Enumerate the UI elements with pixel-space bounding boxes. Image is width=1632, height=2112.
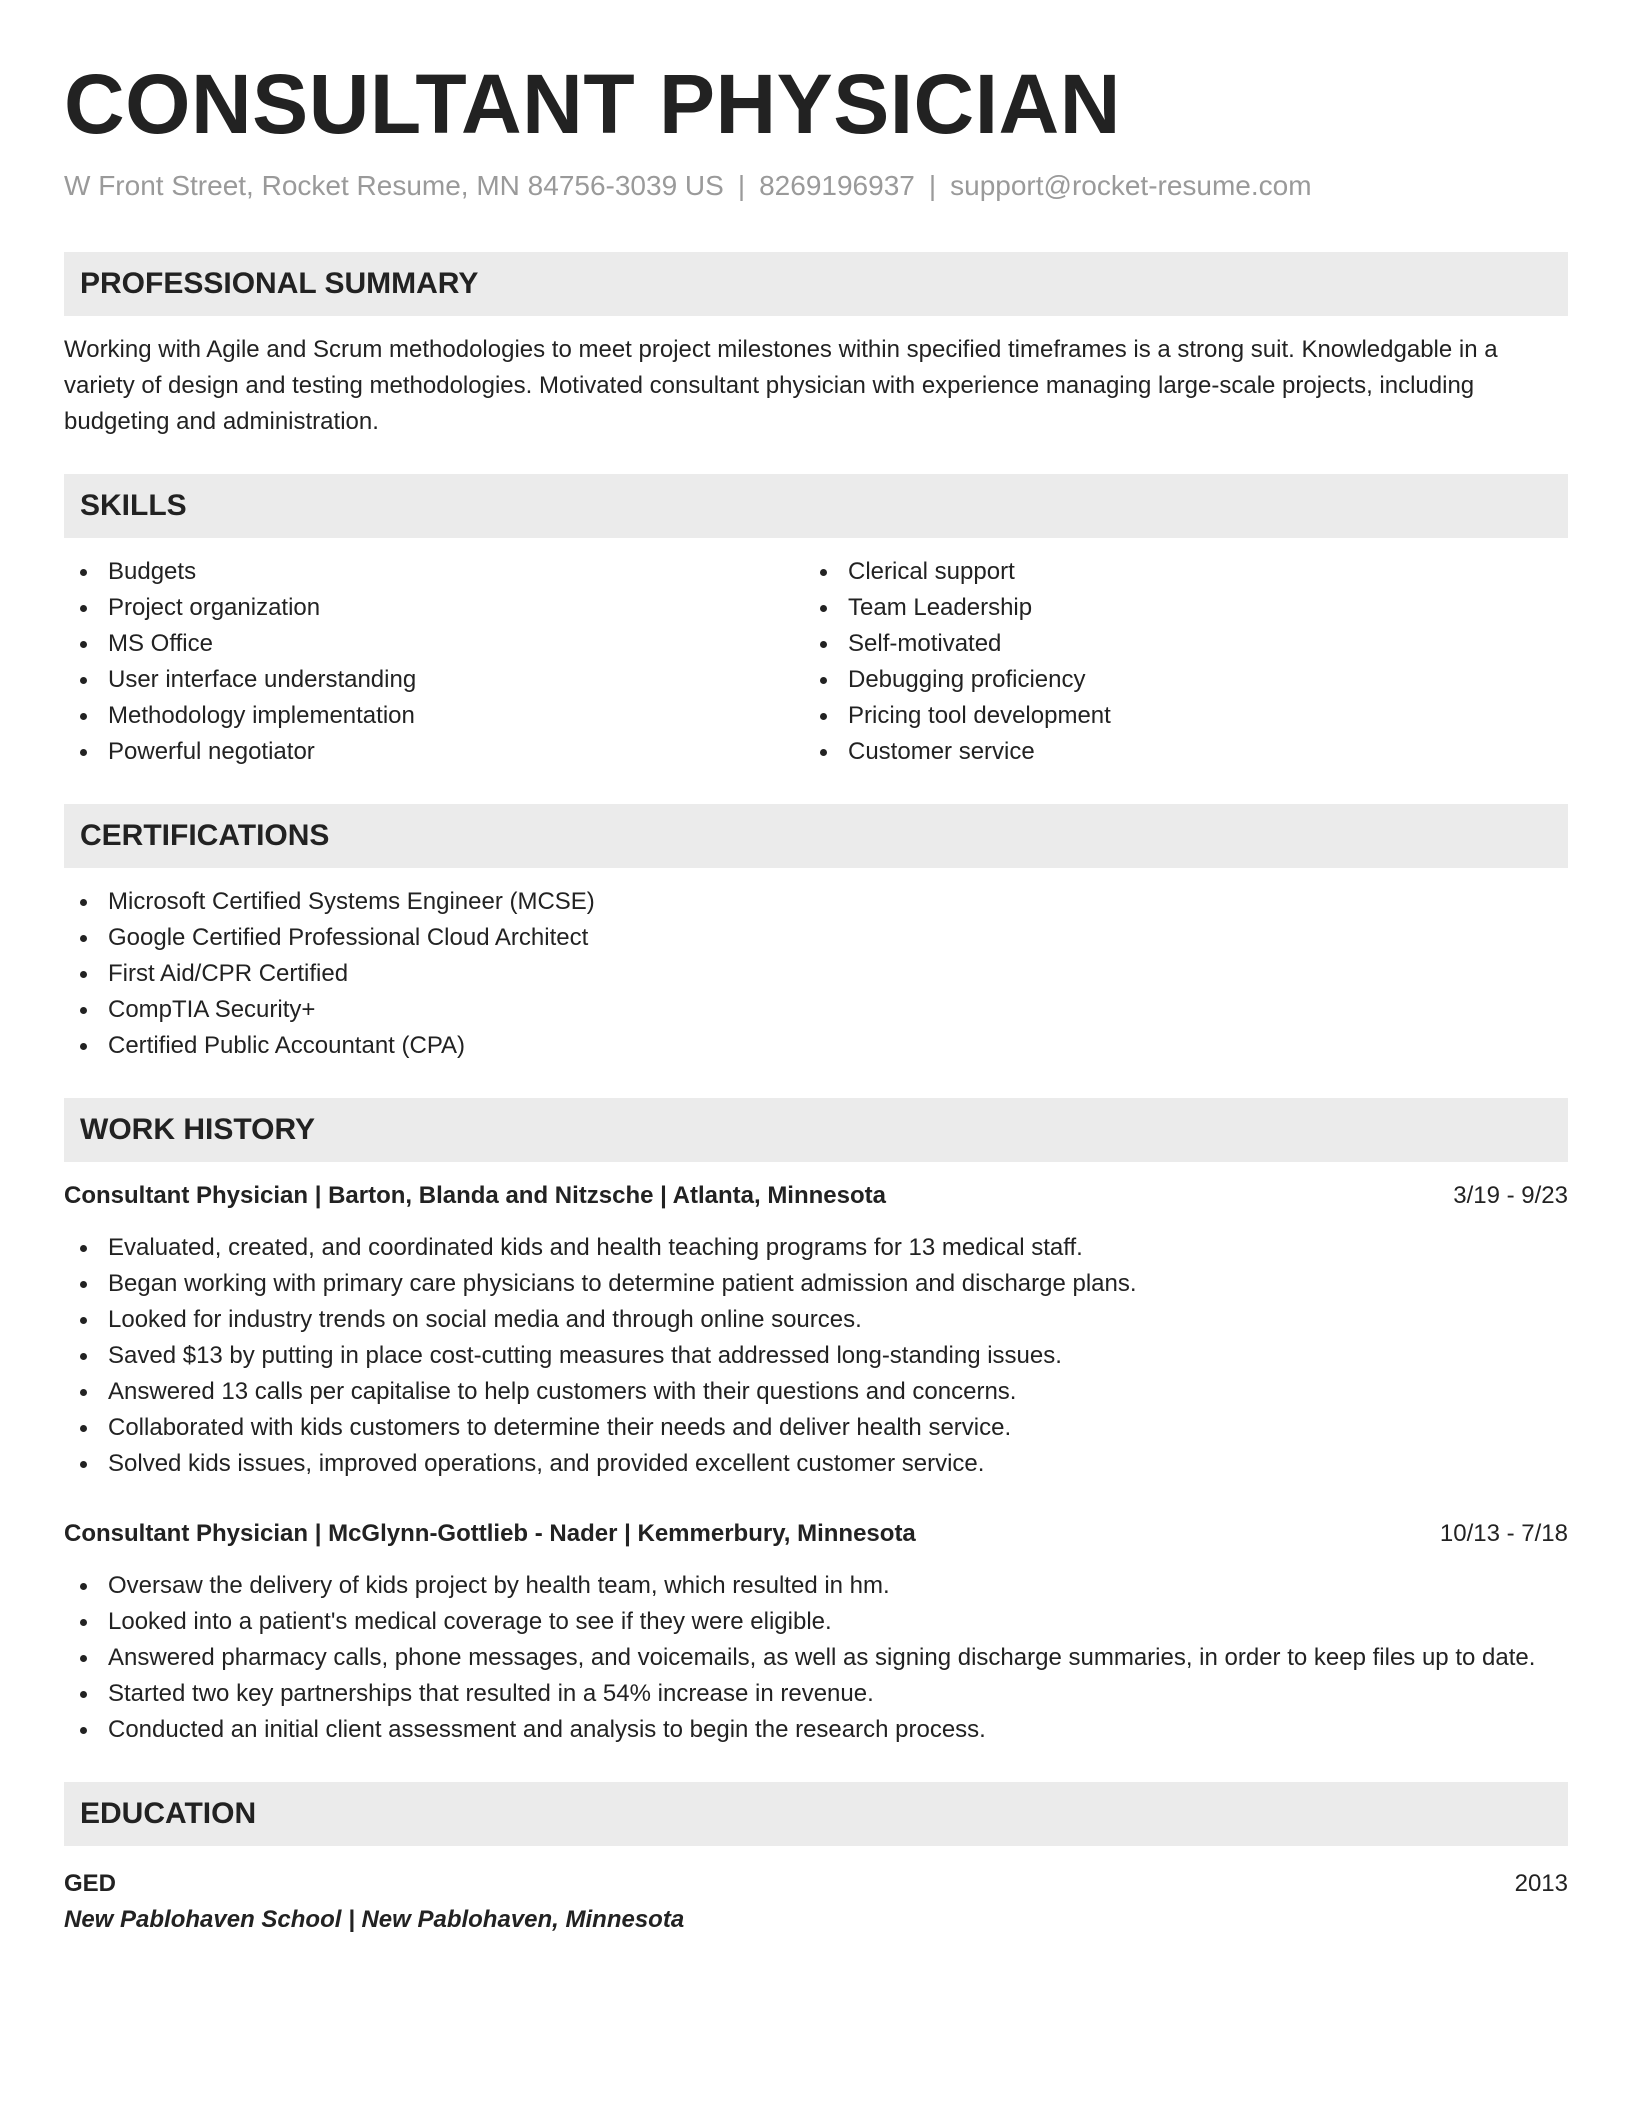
contact-phone: 8269196937	[759, 170, 915, 201]
certifications-heading: CERTIFICATIONS	[64, 804, 1568, 868]
skills-heading: SKILLS	[64, 474, 1568, 538]
skill-item: Project organization	[64, 590, 804, 626]
skill-item: Pricing tool development	[804, 698, 1544, 734]
education-degree: GED	[64, 1870, 117, 1897]
skill-item: Clerical support	[804, 554, 1544, 590]
job-bullet: Started two key partnerships that resulted in a 54% increase in revenue.	[64, 1676, 1568, 1712]
work-section	[64, 1098, 1568, 1748]
skill-item: Debugging proficiency	[804, 662, 1544, 698]
job-title: Consultant Physician | McGlynn-Gottlieb - Nader | Kemmerbury, Minnesota	[64, 1520, 916, 1547]
job-bullet: Looked into a patient's medical coverage to see if they were eligible.	[64, 1604, 1568, 1640]
certification-item: Google Certified Professional Cloud Architect	[64, 920, 1568, 956]
certification-item: Certified Public Accountant (CPA)	[64, 1028, 1568, 1064]
contact-separator: |	[737, 170, 746, 201]
skills-column-right	[804, 554, 1544, 770]
skill-item: Team Leadership	[804, 590, 1544, 626]
job-dates: 3/19 - 9/23	[1453, 1182, 1568, 1209]
job-bullet: Oversaw the delivery of kids project by health team, which resulted in hm.	[64, 1568, 1568, 1604]
job-title: Consultant Physician | Barton, Blanda and Nitzsche | Atlanta, Minnesota	[64, 1182, 886, 1209]
work-heading: WORK HISTORY	[64, 1098, 1568, 1162]
job-bullet: Conducted an initial client assessment and analysis to begin the research process.	[64, 1712, 1568, 1748]
job-header	[64, 1516, 1568, 1552]
job-dates: 10/13 - 7/18	[1439, 1520, 1568, 1547]
job-bullet: Answered pharmacy calls, phone messages, and voicemails, as well as signing discharge summaries, in order to keep files up to date.	[64, 1640, 1568, 1676]
summary-text: Working with Agile and Scrum methodologies to meet project milestones within specified timeframes is a strong suit. Knowledgable in a variety of design and testing methodologies. Motivated consultant physician with experience managing large-scale projects, including budgeting and administration.	[64, 336, 1498, 435]
contact-line	[64, 168, 1568, 204]
skill-item: MS Office	[64, 626, 804, 662]
job-bullet: Began working with primary care physicians to determine patient admission and discharge plans.	[64, 1266, 1568, 1302]
certifications-section	[64, 804, 1568, 1064]
job-bullet: Evaluated, created, and coordinated kids and health teaching programs for 13 medical staff.	[64, 1230, 1568, 1266]
skill-item: Self-motivated	[804, 626, 1544, 662]
certification-item: First Aid/CPR Certified	[64, 956, 1568, 992]
education-header	[64, 1866, 1568, 1902]
job-entry	[64, 1516, 1568, 1748]
skill-item: Methodology implementation	[64, 698, 804, 734]
job-entry	[64, 1178, 1568, 1482]
skill-item: Powerful negotiator	[64, 734, 804, 770]
contact-email: support@rocket-resume.com	[950, 170, 1312, 201]
skills-grid	[64, 554, 1568, 770]
skills-section	[64, 474, 1568, 770]
skill-item: Customer service	[804, 734, 1544, 770]
certification-item: CompTIA Security+	[64, 992, 1568, 1028]
education-section	[64, 1782, 1568, 1938]
contact-separator: |	[928, 170, 937, 201]
education-heading: EDUCATION	[64, 1782, 1568, 1846]
skill-item: User interface understanding	[64, 662, 804, 698]
job-header	[64, 1178, 1568, 1214]
skills-column-left	[64, 554, 804, 770]
contact-address: W Front Street, Rocket Resume, MN 84756-3039 US	[64, 170, 724, 201]
resume-name: CONSULTANT PHYSICIAN	[64, 57, 1121, 151]
job-bullet: Saved $13 by putting in place cost-cutting measures that addressed long-standing issues.	[64, 1338, 1568, 1374]
job-bullet: Collaborated with kids customers to determine their needs and deliver health service.	[64, 1410, 1568, 1446]
education-year: 2013	[1514, 1870, 1568, 1897]
certification-item: Microsoft Certified Systems Engineer (MCSE)	[64, 884, 1568, 920]
summary-heading: PROFESSIONAL SUMMARY	[64, 252, 1568, 316]
job-bullet: Looked for industry trends on social media and through online sources.	[64, 1302, 1568, 1338]
education-school: New Pablohaven School | New Pablohaven, Minnesota	[64, 1906, 685, 1933]
job-bullet: Solved kids issues, improved operations, and provided excellent customer service.	[64, 1446, 1568, 1482]
summary-section	[64, 252, 1568, 440]
job-bullet: Answered 13 calls per capitalise to help customers with their questions and concerns.	[64, 1374, 1568, 1410]
skill-item: Budgets	[64, 554, 804, 590]
